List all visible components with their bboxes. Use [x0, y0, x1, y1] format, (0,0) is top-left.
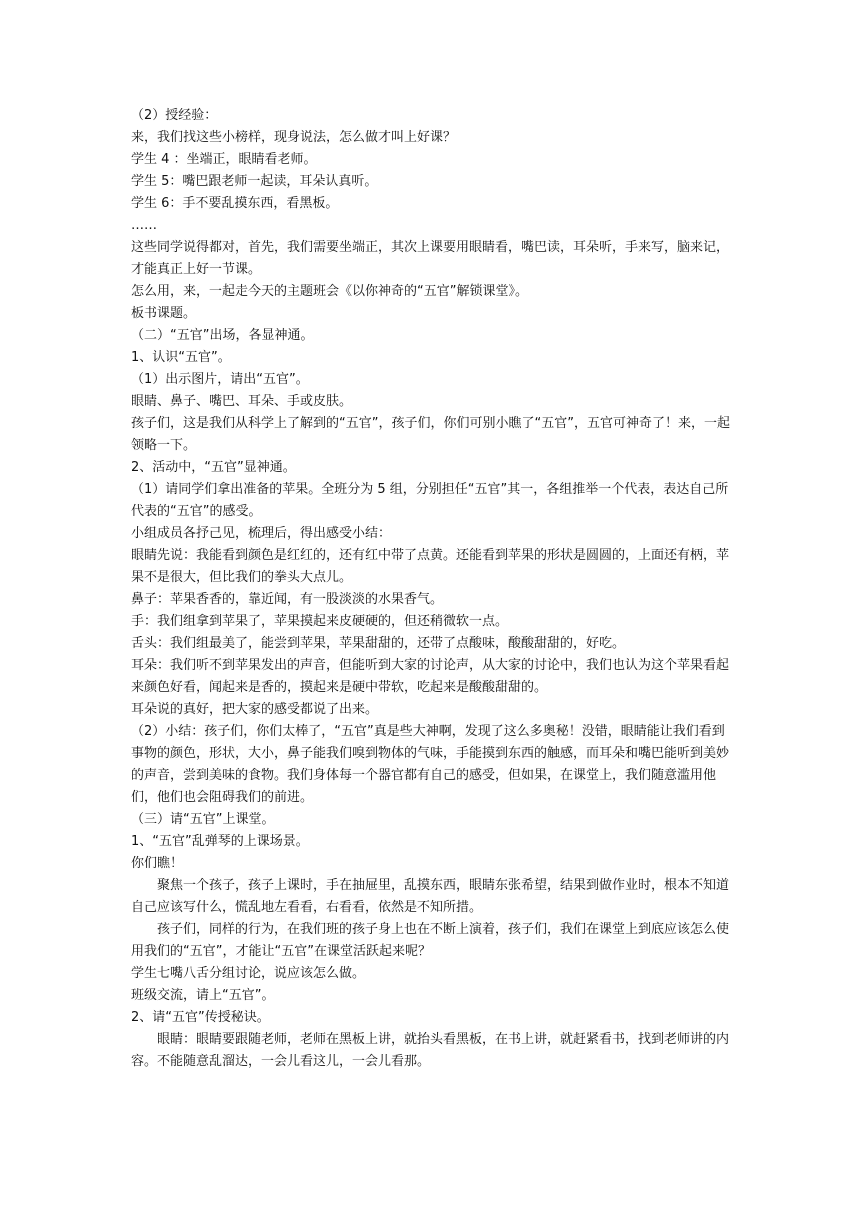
- paragraph: 1、“五官”乱弹琴的上课场景。: [131, 834, 309, 849]
- paragraph: 这些同学说得都对，首先，我们需要坐端正，其次上课要用眼睛看，嘴巴读，耳朵听，手来写，脑来记，才能真正上好一节课。: [131, 240, 730, 277]
- paragraph: 小组成员各抒己见，梳理后，得出感受小结：: [131, 526, 392, 541]
- paragraph: 鼻子：苹果香香的，靠近闻，有一股淡淡的水果香气。: [131, 592, 444, 607]
- paragraph: 2、请“五官”传授秘诀。: [131, 1010, 270, 1025]
- paragraph: （1）出示图片，请出“五官”。: [131, 372, 309, 387]
- paragraph: 学生七嘴八舌分组讨论，说应该怎么做。: [131, 966, 366, 981]
- paragraph: 学生 5：嘴巴跟老师一起读，耳朵认真听。: [131, 174, 378, 189]
- paragraph: （1）请同学们拿出准备的苹果。全班分为 5 组，分别担任“五官”其一，各组推举一个代表，表达自己所代表的“五官”的感受。: [131, 482, 729, 519]
- paragraph: 1、认识“五官”。: [131, 350, 231, 365]
- paragraph: 来，我们找这些小榜样，现身说法，怎么做才叫上好课？: [131, 130, 457, 145]
- paragraph: 手：我们组拿到苹果了，苹果摸起来皮硬硬的，但还稍微软一点。: [131, 614, 509, 629]
- paragraph: （2）授经验：: [131, 108, 218, 123]
- paragraph: 你们瞧！: [131, 856, 184, 871]
- paragraph: （三）请“五官”上课堂。: [131, 812, 275, 827]
- paragraph: ……: [131, 218, 157, 233]
- paragraph: 耳朵：我们听不到苹果发出的声音，但能听到大家的讨论声，从大家的讨论中，我们也认为这个苹果看起来颜色好看，闻起来是香的，摸起来是硬中带软，吃起来是酸酸甜甜的。: [131, 658, 730, 695]
- paragraph: （二）“五官”出场，各显神通。: [131, 328, 314, 343]
- paragraph: 学生 6：手不要乱摸东西，看黑板。: [131, 196, 339, 211]
- paragraph: 板书课题。: [131, 306, 197, 321]
- paragraph: 眼睛：眼睛要跟随老师，老师在黑板上讲，就抬头看黑板，在书上讲，就赶紧看书，找到老师讲的内容。不能随意乱溜达，一会儿看这儿，一会儿看那。: [131, 1032, 730, 1069]
- paragraph: （2）小结：孩子们，你们太棒了，“五官”真是些大神啊，发现了这么多奥秘！没错，眼睛能让我们看到事物的颜色，形状，大小，鼻子能我们嗅到物体的气味，手能摸到东西的触感，而耳朵和嘴巴能听到美妙的声音，尝到美味的食物。我们身体每一个器官都有自己的感受，但如果，在课堂上，我们随意滥用他们，他们也会阻碍我们的前进。: [131, 724, 730, 805]
- paragraph: 孩子们，这是我们从科学上了解到的“五官”，孩子们，你们可别小瞧了“五官”，五官可神奇了！来，一起领略一下。: [131, 416, 730, 453]
- paragraph: 眼睛、鼻子、嘴巴、耳朵、手或皮肤。: [131, 394, 353, 409]
- paragraph: 聚焦一个孩子，孩子上课时，手在抽屉里，乱摸东西，眼睛东张希望，结果到做作业时，根本不知道自己应该写什么，慌乱地左看看，右看看，依然是不知所措。: [131, 878, 730, 915]
- paragraph: 2、活动中，“五官”显神通。: [131, 460, 296, 475]
- paragraph: 学生 4 ：坐端正，眼睛看老师。: [131, 152, 317, 167]
- paragraph: 孩子们，同样的行为，在我们班的孩子身上也在不断上演着，孩子们，我们在课堂上到底应该怎么使用我们的“五官”，才能让“五官”在课堂活跃起来呢？: [131, 922, 730, 959]
- paragraph: 眼睛先说：我能看到颜色是红红的，还有红中带了点黄。还能看到苹果的形状是圆圆的，上面还有柄，苹果不是很大，但比我们的拳头大点儿。: [131, 548, 730, 585]
- paragraph: 怎么用，来，一起走今天的主题班会《以你神奇的“五官”解锁课堂》。: [131, 284, 528, 299]
- paragraph: 班级交流，请上“五官”。: [131, 988, 275, 1003]
- document-body: [131, 105, 860, 1073]
- paragraph: 耳朵说的真好，把大家的感受都说了出来。: [131, 702, 379, 717]
- paragraph: 舌头：我们组最美了，能尝到苹果，苹果甜甜的，还带了点酸味，酸酸甜甜的，好吃。: [131, 636, 626, 651]
